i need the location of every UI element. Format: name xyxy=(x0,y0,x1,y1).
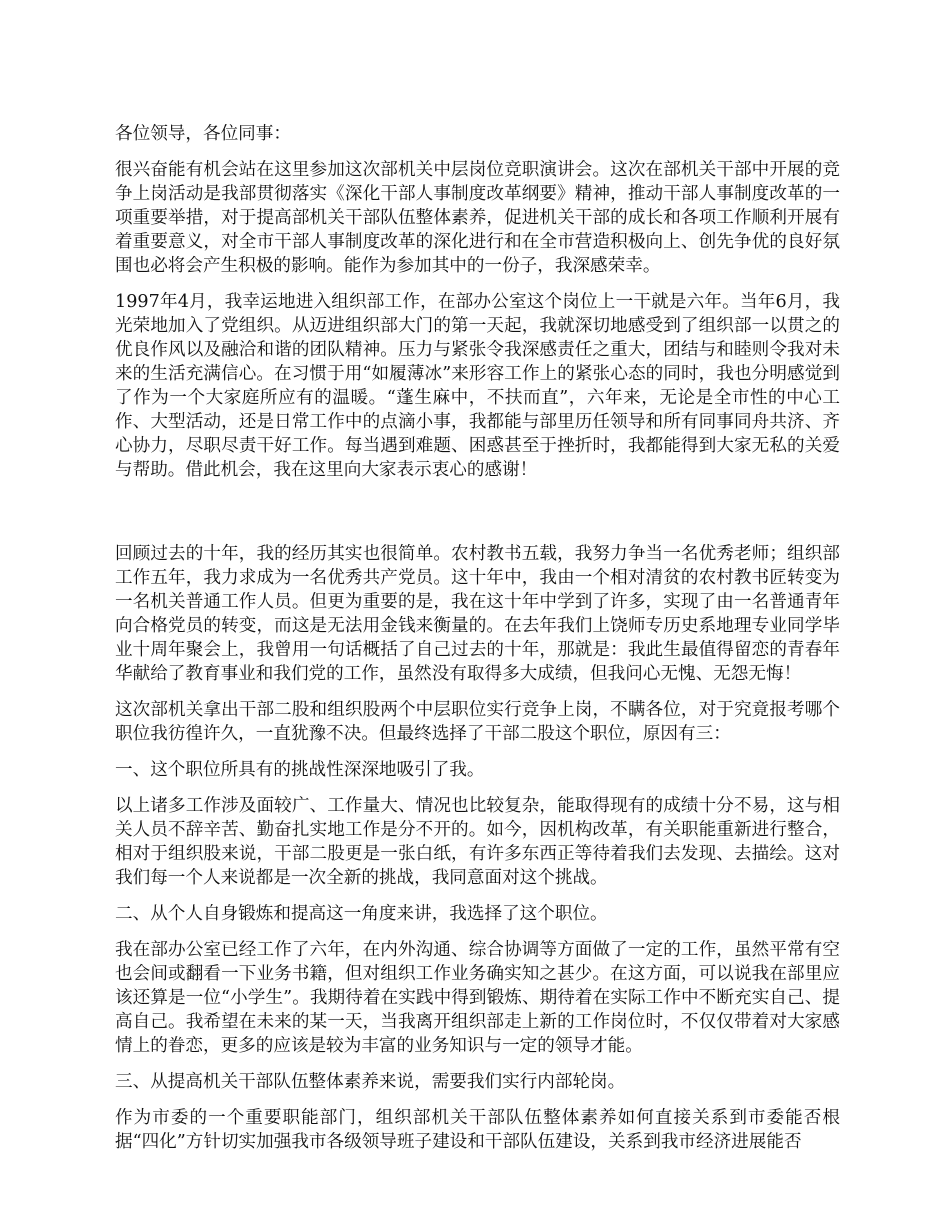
paragraph-reason-three: 作为市委的一个重要职能部门，组织部机关干部队伍整体素养如何直接关系到市委能否根据“四化”方针切实加强我市各级领导班子建设和干部队伍建设，关系到我市经济进展能否 xyxy=(115,1108,840,1152)
paragraph-position-choice: 这次部机关拿出干部二股和组织股两个中层职位实行竞争上岗，不瞒各位，对于究竟报考哪个职位我彷徨许久，一直犹豫不决。但最终选择了干部二股这个职位，原因有三： xyxy=(115,700,840,744)
paragraph-opening: 很兴奋能有机会站在这里参加这次部机关中层岗位竞职演讲会。这次在部机关干部中开展的竞争上岗活动是我部贯彻落实《深化干部人事制度改革纲要》精神，推动干部人事制度改革的一项重要举措，对于提高部机关干部队伍整体素养，促进机关干部的成长和各项工作顺利开展有着重要意义，对全市干部人事制度改革的深化进行和在全市营造积极向上、创先争优的良好氛围也必将会产生积极的影响。能作为参加其中的一份子，我深感荣幸。 xyxy=(115,160,840,276)
heading-reason-two: 二、从个人自身锻炼和提高这一角度来讲，我选择了这个职位。 xyxy=(115,904,608,924)
salutation: 各位领导，各位同事： xyxy=(115,124,291,144)
heading-reason-three: 三、从提高机关干部队伍整体素养来说，需要我们实行内部轮岗。 xyxy=(115,1072,626,1092)
paragraph-work-history: 1997年4月，我幸运地进入组织部工作，在部办公室这个岗位上一干就是六年。当年6月，我光荣地加入了党组织。从迈进组织部大门的第一天起，我就深切地感受到了组织部一以贯之的优良作风以及融洽和谐的团队精神。压力与紧张令我深感责任之重大，团结与和睦则令我对未来的生活充满信心。在习惯于用“如履薄冰”来形容工作上的紧张心态的同时，我也分明感觉到了作为一个大家庭所应有的温暖。“蓬生麻中，不扶而直”，六年来，无论是全市性的中心工作、大型活动，还是日常工作中的点滴小事，我都能与部里历任领导和所有同事同舟共济、齐心协力，尽职尽责干好工作。每当遇到难题、困惑甚至于挫折时，我都能得到大家无私的关爱与帮助。借此机会，我在这里向大家表示衷心的感谢！ xyxy=(115,292,840,480)
paragraph-reason-one: 以上诸多工作涉及面较广、工作量大、情况也比较复杂，能取得现有的成绩十分不易，这与相关人员不辞辛苦、勤奋扎实地工作是分不开的。如今，因机构改革，有关职能重新进行整合，相对于组织股来说，干部二股更是一张白纸，有许多东西正等待着我们去发现、去描绘。这对我们每一个人来说都是一次全新的挑战，我同意面对这个挑战。 xyxy=(115,796,840,888)
heading-reason-one: 一、这个职位所具有的挑战性深深地吸引了我。 xyxy=(115,760,485,780)
paragraph-reason-two: 我在部办公室已经工作了六年，在内外沟通、综合协调等方面做了一定的工作，虽然平常有空也会间或翻看一下业务书籍，但对组织工作业务确实知之甚少。在这方面，可以说我在部里应该还算是一位“小学生”。我期待着在实践中得到锻炼、期待着在实际工作中不断充实自己、提高自己。我希望在未来的某一天，当我离开组织部走上新的工作岗位时，不仅仅带着对大家感情上的眷恋，更多的应该是较为丰富的业务知识与一定的领导才能。 xyxy=(115,940,840,1056)
paragraph-review: 回顾过去的十年，我的经历其实也很简单。农村教书五载，我努力争当一名优秀老师；组织部工作五年，我力求成为一名优秀共产党员。这十年中，我由一个相对清贫的农村教书匠转变为一名机关普通工作人员。但更为重要的是，我在这十年中学到了许多，实现了由一名普通青年向合格党员的转变，而这是无法用金钱来衡量的。在去年我们上饶师专历史系地理专业同学毕业十周年聚会上，我曾用一句话概括了自己过去的十年，那就是：我此生最值得留恋的青春年华献给了教育事业和我们党的工作，虽然没有取得多大成绩，但我问心无愧、无怨无悔！ xyxy=(115,544,840,684)
